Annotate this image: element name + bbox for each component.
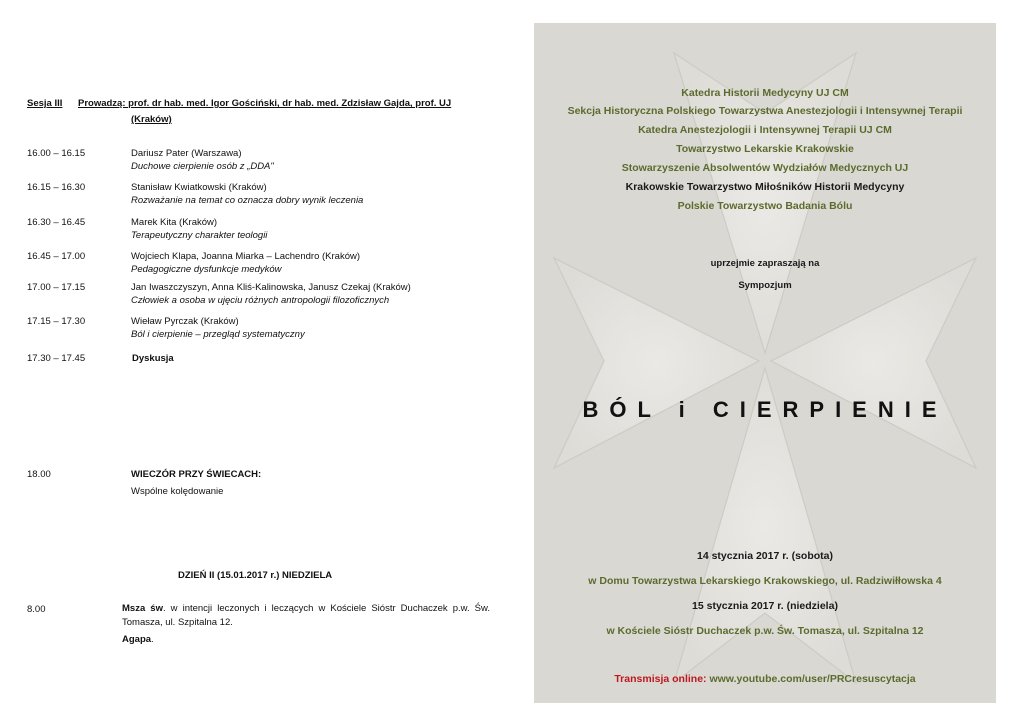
cover-page [534, 23, 996, 703]
evening-subtitle: Wspólne kolędowanie [131, 486, 224, 497]
venue-day1: w Domu Towarzystwa Lekarskiego Krakowskiego, ul. Radziwiłłowska 4 [588, 575, 942, 587]
session-label: Sesja III [27, 98, 63, 109]
stream-url[interactable]: www.youtube.com/user/PRCresuscytacja [709, 673, 916, 685]
program-speaker: Dariusz Pater (Warszawa) [131, 148, 242, 159]
agapa [122, 634, 154, 646]
agapa-label: Agapa [122, 634, 152, 645]
program-talk: Ból i cierpienie – przegląd systematyczny [131, 329, 305, 340]
program-talk: Człowiek a osoba w ujęciu różnych antropologii filozoficznych [131, 295, 390, 306]
stream-info [534, 673, 996, 685]
program-talk: Rozważanie na temat co oznacza dobry wynik leczenia [131, 195, 364, 206]
evening-time: 18.00 [27, 469, 51, 480]
event-title: BÓL i CIERPIENIE [582, 397, 948, 422]
program-time: 16.45 – 17.00 [27, 251, 86, 262]
program-time: 16.00 – 16.15 [27, 148, 86, 159]
evening-title: WIECZÓR PRZY ŚWIECACH: [131, 469, 262, 480]
program-time: 16.15 – 16.30 [27, 182, 86, 193]
stream-label: Transmisja online: [614, 673, 707, 685]
mass-time: 8.00 [27, 604, 46, 615]
mass-lead: Msza św [122, 603, 163, 614]
program-talk: Terapeutyczny charakter teologii [131, 230, 268, 241]
organizer: Sekcja Historyczna Polskiego Towarzystwa Anestezjologii i Intensywnej Terapii [567, 105, 963, 117]
session-chairs: Prowadzą: prof. dr hab. med. Igor Gościński, dr hab. med. Zdzisław Gajda, prof. UJ [78, 98, 452, 109]
organizer: Krakowskie Towarzystwo Miłośników Historii Medycyny [625, 181, 905, 193]
discussion-time: 17.30 – 17.45 [27, 353, 86, 364]
date-day1: 14 stycznia 2017 r. (sobota) [697, 550, 833, 562]
event-type: Sympozjum [738, 280, 792, 291]
mass-description [122, 602, 490, 630]
program-speaker: Jan Iwaszczyszyn, Anna Kliś-Kalinowska, Janusz Czekaj (Kraków) [131, 282, 411, 293]
program-speaker: Marek Kita (Kraków) [131, 217, 218, 228]
program-speaker: Wieław Pyrczak (Kraków) [131, 316, 239, 327]
invite-text: uprzejmie zapraszają na [710, 258, 820, 269]
organizer: Katedra Historii Medycyny UJ CM [681, 87, 849, 99]
mass-text: . w intencji leczonych i leczących w Kościele Sióstr Duchaczek p.w. Św. Tomasza, ul. Szpitalna 12. [122, 603, 490, 628]
agapa-end: . [151, 634, 154, 645]
day2-heading: DZIEŃ II (15.01.2017 r.) NIEDZIELA [178, 570, 333, 581]
organizer: Polskie Towarzystwo Badania Bólu [677, 200, 853, 212]
discussion-label: Dyskusja [132, 353, 174, 364]
program-time: 16.30 – 16.45 [27, 217, 86, 228]
organizer: Stowarzyszenie Absolwentów Wydziałów Medycznych UJ [621, 162, 909, 174]
date-day2: 15 stycznia 2017 r. (niedziela) [692, 600, 838, 612]
organizer: Katedra Anestezjologii i Intensywnej Terapii UJ CM [638, 124, 892, 136]
program-talk: Duchowe cierpienie osób z „DDA" [131, 161, 274, 172]
program-time: 17.00 – 17.15 [27, 282, 86, 293]
organizer: Towarzystwo Lekarskie Krakowskie [676, 143, 854, 155]
program-talk: Pedagogiczne dysfunkcje medyków [131, 264, 282, 275]
program-speaker: Stanisław Kwiatkowski (Kraków) [131, 182, 267, 193]
session-chairs-city: (Kraków) [131, 114, 172, 125]
program-time: 17.15 – 17.30 [27, 316, 86, 327]
venue-day2: w Kościele Sióstr Duchaczek p.w. Św. Tomasza, ul. Szpitalna 12 [606, 625, 924, 637]
program-speaker: Wojciech Klapa, Joanna Miarka – Lachendro (Kraków) [131, 251, 360, 262]
